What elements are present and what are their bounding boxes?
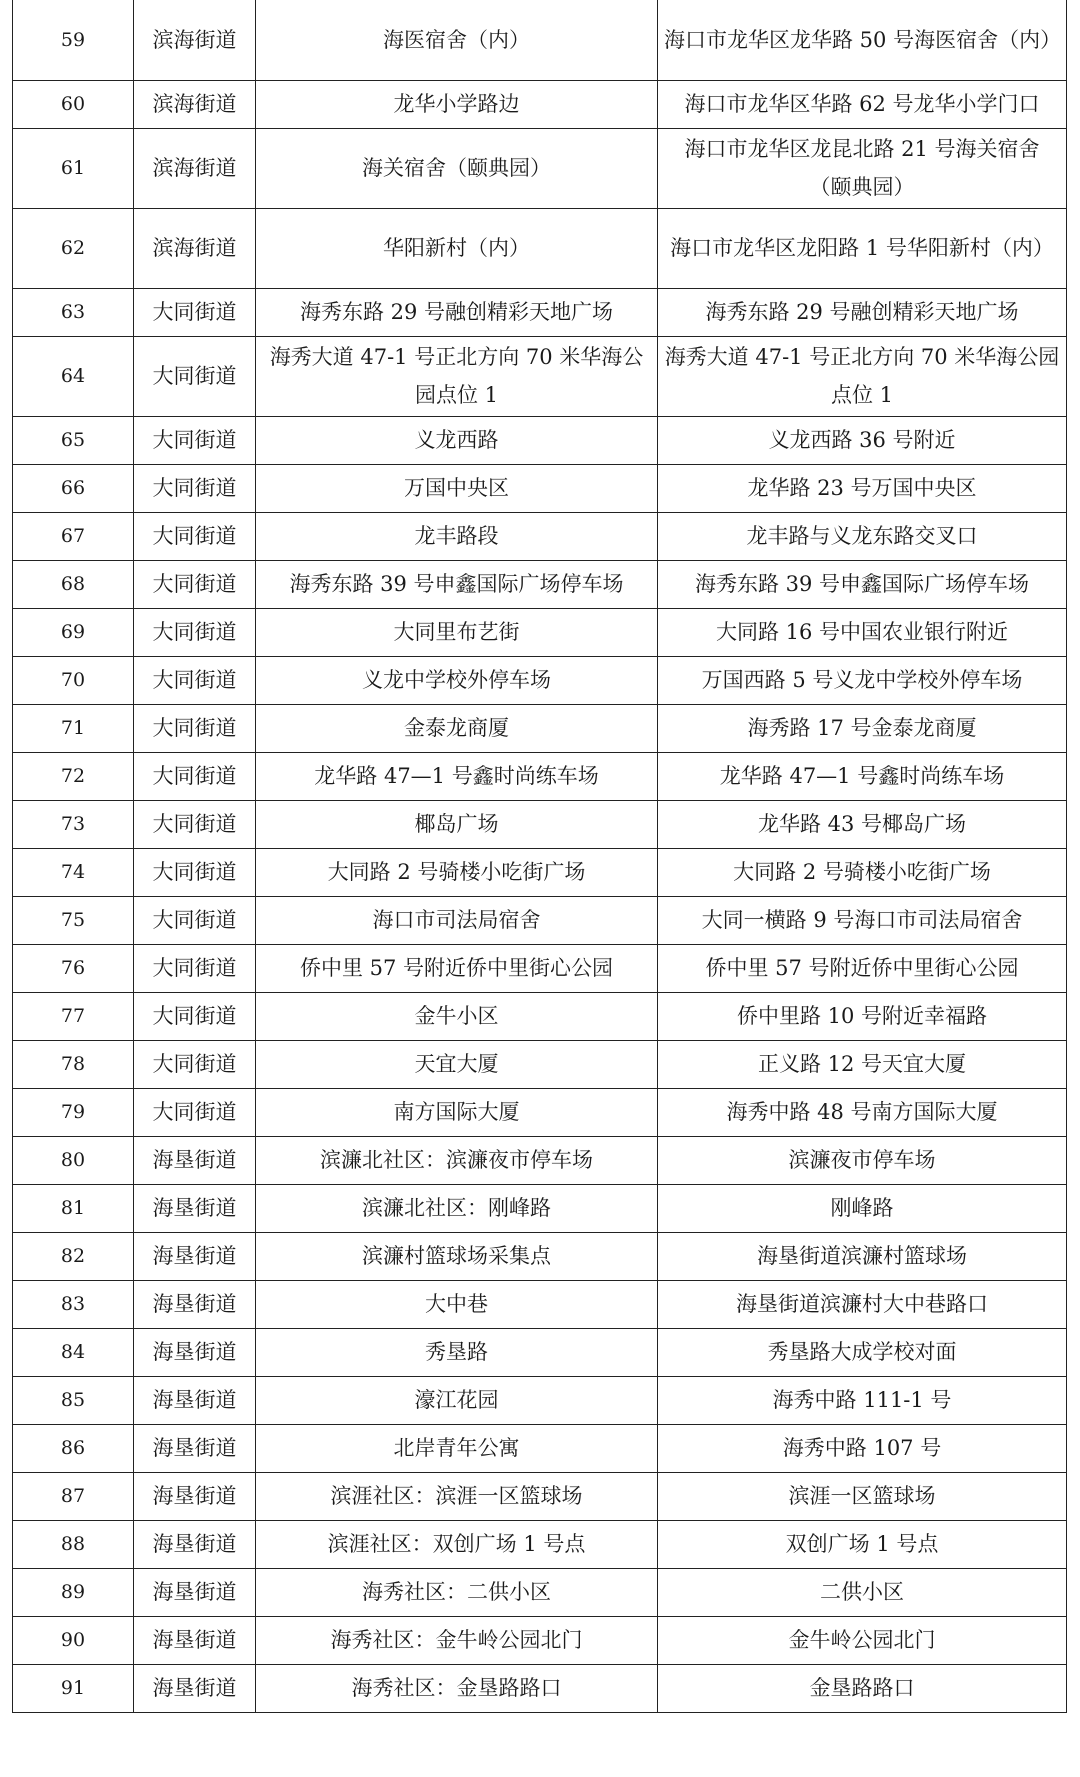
table-row — [13, 896, 1067, 944]
collection-point-cell: 海秀社区：金牛岭公园北门 — [256, 1616, 658, 1664]
table-row — [13, 1520, 1067, 1568]
row-number-cell: 88 — [13, 1520, 134, 1568]
row-number-cell: 77 — [13, 992, 134, 1040]
address-cell: 金牛岭公园北门 — [658, 1616, 1067, 1664]
collection-point-cell: 海口市司法局宿舍 — [256, 896, 658, 944]
address-cell: 海垦街道滨濂村篮球场 — [658, 1232, 1067, 1280]
row-number-cell: 76 — [13, 944, 134, 992]
street-cell: 大同街道 — [134, 944, 256, 992]
row-number-cell: 71 — [13, 704, 134, 752]
row-number-cell: 59 — [13, 0, 134, 80]
row-number-cell: 82 — [13, 1232, 134, 1280]
collection-point-cell: 海医宿舍（内） — [256, 0, 658, 80]
address-cell: 海秀中路 48 号南方国际大厦 — [658, 1088, 1067, 1136]
address-cell: 海秀中路 111-1 号 — [658, 1376, 1067, 1424]
table-row — [13, 128, 1067, 208]
collection-point-cell: 华阳新村（内） — [256, 208, 658, 288]
collection-point-cell: 义龙中学校外停车场 — [256, 656, 658, 704]
address-cell: 大同一横路 9 号海口市司法局宿舍 — [658, 896, 1067, 944]
street-cell: 海垦街道 — [134, 1136, 256, 1184]
collection-point-cell: 海秀社区：二供小区 — [256, 1568, 658, 1616]
address-cell: 海秀路 17 号金泰龙商厦 — [658, 704, 1067, 752]
collection-point-cell: 海关宿舍（颐典园） — [256, 128, 658, 208]
collection-point-cell: 大同路 2 号骑楼小吃街广场 — [256, 848, 658, 896]
street-cell: 海垦街道 — [134, 1232, 256, 1280]
row-number-cell: 79 — [13, 1088, 134, 1136]
table-row — [13, 0, 1067, 80]
row-number-cell: 63 — [13, 288, 134, 336]
table-row — [13, 464, 1067, 512]
collection-points-table — [12, 0, 1067, 1713]
collection-point-cell: 海秀东路 39 号申鑫国际广场停车场 — [256, 560, 658, 608]
street-cell: 滨海街道 — [134, 208, 256, 288]
table-row — [13, 1616, 1067, 1664]
table-row — [13, 416, 1067, 464]
street-cell: 滨海街道 — [134, 0, 256, 80]
collection-point-cell: 龙华路 47—1 号鑫时尚练车场 — [256, 752, 658, 800]
row-number-cell: 62 — [13, 208, 134, 288]
row-number-cell: 91 — [13, 1664, 134, 1712]
address-cell: 海口市龙华区龙昆北路 21 号海关宿舍（颐典园） — [658, 128, 1067, 208]
row-number-cell: 83 — [13, 1280, 134, 1328]
collection-point-cell: 秀垦路 — [256, 1328, 658, 1376]
row-number-cell: 75 — [13, 896, 134, 944]
collection-point-cell: 海秀大道 47-1 号正北方向 70 米华海公园点位 1 — [256, 336, 658, 416]
street-cell: 大同街道 — [134, 416, 256, 464]
collection-point-cell: 义龙西路 — [256, 416, 658, 464]
address-cell: 滨涯一区篮球场 — [658, 1472, 1067, 1520]
address-cell: 海口市龙华区龙华路 50 号海医宿舍（内） — [658, 0, 1067, 80]
row-number-cell: 72 — [13, 752, 134, 800]
street-cell: 海垦街道 — [134, 1376, 256, 1424]
collection-point-cell: 大同里布艺街 — [256, 608, 658, 656]
address-cell: 滨濂夜市停车场 — [658, 1136, 1067, 1184]
row-number-cell: 61 — [13, 128, 134, 208]
table-row — [13, 1088, 1067, 1136]
collection-point-cell: 海秀东路 29 号融创精彩天地广场 — [256, 288, 658, 336]
table-row — [13, 1328, 1067, 1376]
collection-points-table-page — [12, 0, 1066, 1713]
row-number-cell: 85 — [13, 1376, 134, 1424]
street-cell: 海垦街道 — [134, 1520, 256, 1568]
table-row — [13, 1568, 1067, 1616]
address-cell: 龙华路 47—1 号鑫时尚练车场 — [658, 752, 1067, 800]
address-cell: 大同路 16 号中国农业银行附近 — [658, 608, 1067, 656]
collection-point-cell: 滨涯社区：双创广场 1 号点 — [256, 1520, 658, 1568]
table-row — [13, 1424, 1067, 1472]
row-number-cell: 81 — [13, 1184, 134, 1232]
street-cell: 大同街道 — [134, 992, 256, 1040]
street-cell: 海垦街道 — [134, 1328, 256, 1376]
address-cell: 海垦街道滨濂村大中巷路口 — [658, 1280, 1067, 1328]
collection-point-cell: 滨濂北社区：刚峰路 — [256, 1184, 658, 1232]
table-row — [13, 512, 1067, 560]
table-row — [13, 944, 1067, 992]
street-cell: 大同街道 — [134, 560, 256, 608]
row-number-cell: 66 — [13, 464, 134, 512]
address-cell: 金垦路路口 — [658, 1664, 1067, 1712]
collection-point-cell: 金泰龙商厦 — [256, 704, 658, 752]
street-cell: 大同街道 — [134, 336, 256, 416]
row-number-cell: 69 — [13, 608, 134, 656]
table-body — [13, 0, 1067, 1712]
row-number-cell: 73 — [13, 800, 134, 848]
row-number-cell: 74 — [13, 848, 134, 896]
street-cell: 大同街道 — [134, 896, 256, 944]
collection-point-cell: 天宜大厦 — [256, 1040, 658, 1088]
collection-point-cell: 龙丰路段 — [256, 512, 658, 560]
row-number-cell: 64 — [13, 336, 134, 416]
street-cell: 海垦街道 — [134, 1280, 256, 1328]
table-row — [13, 80, 1067, 128]
table-row — [13, 1280, 1067, 1328]
address-cell: 正义路 12 号天宜大厦 — [658, 1040, 1067, 1088]
collection-point-cell: 大中巷 — [256, 1280, 658, 1328]
address-cell: 海秀东路 39 号申鑫国际广场停车场 — [658, 560, 1067, 608]
address-cell: 龙华路 23 号万国中央区 — [658, 464, 1067, 512]
street-cell: 海垦街道 — [134, 1472, 256, 1520]
table-row — [13, 656, 1067, 704]
row-number-cell: 78 — [13, 1040, 134, 1088]
street-cell: 海垦街道 — [134, 1184, 256, 1232]
row-number-cell: 80 — [13, 1136, 134, 1184]
table-row — [13, 1664, 1067, 1712]
table-row — [13, 752, 1067, 800]
address-cell: 秀垦路大成学校对面 — [658, 1328, 1067, 1376]
street-cell: 大同街道 — [134, 704, 256, 752]
row-number-cell: 90 — [13, 1616, 134, 1664]
table-row — [13, 336, 1067, 416]
table-row — [13, 1472, 1067, 1520]
table-row — [13, 848, 1067, 896]
row-number-cell: 60 — [13, 80, 134, 128]
address-cell: 二供小区 — [658, 1568, 1067, 1616]
street-cell: 海垦街道 — [134, 1424, 256, 1472]
street-cell: 大同街道 — [134, 512, 256, 560]
address-cell: 海秀东路 29 号融创精彩天地广场 — [658, 288, 1067, 336]
street-cell: 滨海街道 — [134, 80, 256, 128]
collection-point-cell: 濠江花园 — [256, 1376, 658, 1424]
address-cell: 海口市龙华区龙阳路 1 号华阳新村（内） — [658, 208, 1067, 288]
row-number-cell: 87 — [13, 1472, 134, 1520]
street-cell: 大同街道 — [134, 464, 256, 512]
row-number-cell: 70 — [13, 656, 134, 704]
address-cell: 万国西路 5 号义龙中学校外停车场 — [658, 656, 1067, 704]
table-row — [13, 800, 1067, 848]
collection-point-cell: 南方国际大厦 — [256, 1088, 658, 1136]
street-cell: 大同街道 — [134, 752, 256, 800]
collection-point-cell: 金牛小区 — [256, 992, 658, 1040]
street-cell: 滨海街道 — [134, 128, 256, 208]
table-row — [13, 1376, 1067, 1424]
table-row — [13, 704, 1067, 752]
address-cell: 海秀大道 47-1 号正北方向 70 米华海公园点位 1 — [658, 336, 1067, 416]
address-cell: 龙丰路与义龙东路交叉口 — [658, 512, 1067, 560]
collection-point-cell: 滨涯社区：滨涯一区篮球场 — [256, 1472, 658, 1520]
table-row — [13, 992, 1067, 1040]
street-cell: 海垦街道 — [134, 1568, 256, 1616]
address-cell: 侨中里路 10 号附近幸福路 — [658, 992, 1067, 1040]
street-cell: 大同街道 — [134, 288, 256, 336]
collection-point-cell: 椰岛广场 — [256, 800, 658, 848]
table-row — [13, 608, 1067, 656]
address-cell: 双创广场 1 号点 — [658, 1520, 1067, 1568]
table-row — [13, 560, 1067, 608]
table-row — [13, 1136, 1067, 1184]
collection-point-cell: 滨濂村篮球场采集点 — [256, 1232, 658, 1280]
row-number-cell: 84 — [13, 1328, 134, 1376]
collection-point-cell: 滨濂北社区：滨濂夜市停车场 — [256, 1136, 658, 1184]
collection-point-cell: 万国中央区 — [256, 464, 658, 512]
street-cell: 大同街道 — [134, 1088, 256, 1136]
collection-point-cell: 北岸青年公寓 — [256, 1424, 658, 1472]
collection-point-cell: 侨中里 57 号附近侨中里街心公园 — [256, 944, 658, 992]
street-cell: 大同街道 — [134, 1040, 256, 1088]
table-row — [13, 208, 1067, 288]
address-cell: 海口市龙华区华路 62 号龙华小学门口 — [658, 80, 1067, 128]
table-row — [13, 288, 1067, 336]
collection-point-cell: 海秀社区：金垦路路口 — [256, 1664, 658, 1712]
street-cell: 大同街道 — [134, 848, 256, 896]
address-cell: 侨中里 57 号附近侨中里街心公园 — [658, 944, 1067, 992]
street-cell: 大同街道 — [134, 656, 256, 704]
address-cell: 刚峰路 — [658, 1184, 1067, 1232]
table-row — [13, 1184, 1067, 1232]
row-number-cell: 68 — [13, 560, 134, 608]
row-number-cell: 86 — [13, 1424, 134, 1472]
address-cell: 义龙西路 36 号附近 — [658, 416, 1067, 464]
row-number-cell: 67 — [13, 512, 134, 560]
street-cell: 海垦街道 — [134, 1664, 256, 1712]
street-cell: 大同街道 — [134, 800, 256, 848]
street-cell: 大同街道 — [134, 608, 256, 656]
row-number-cell: 65 — [13, 416, 134, 464]
street-cell: 海垦街道 — [134, 1616, 256, 1664]
address-cell: 海秀中路 107 号 — [658, 1424, 1067, 1472]
address-cell: 龙华路 43 号椰岛广场 — [658, 800, 1067, 848]
row-number-cell: 89 — [13, 1568, 134, 1616]
collection-point-cell: 龙华小学路边 — [256, 80, 658, 128]
address-cell: 大同路 2 号骑楼小吃街广场 — [658, 848, 1067, 896]
table-row — [13, 1232, 1067, 1280]
table-row — [13, 1040, 1067, 1088]
